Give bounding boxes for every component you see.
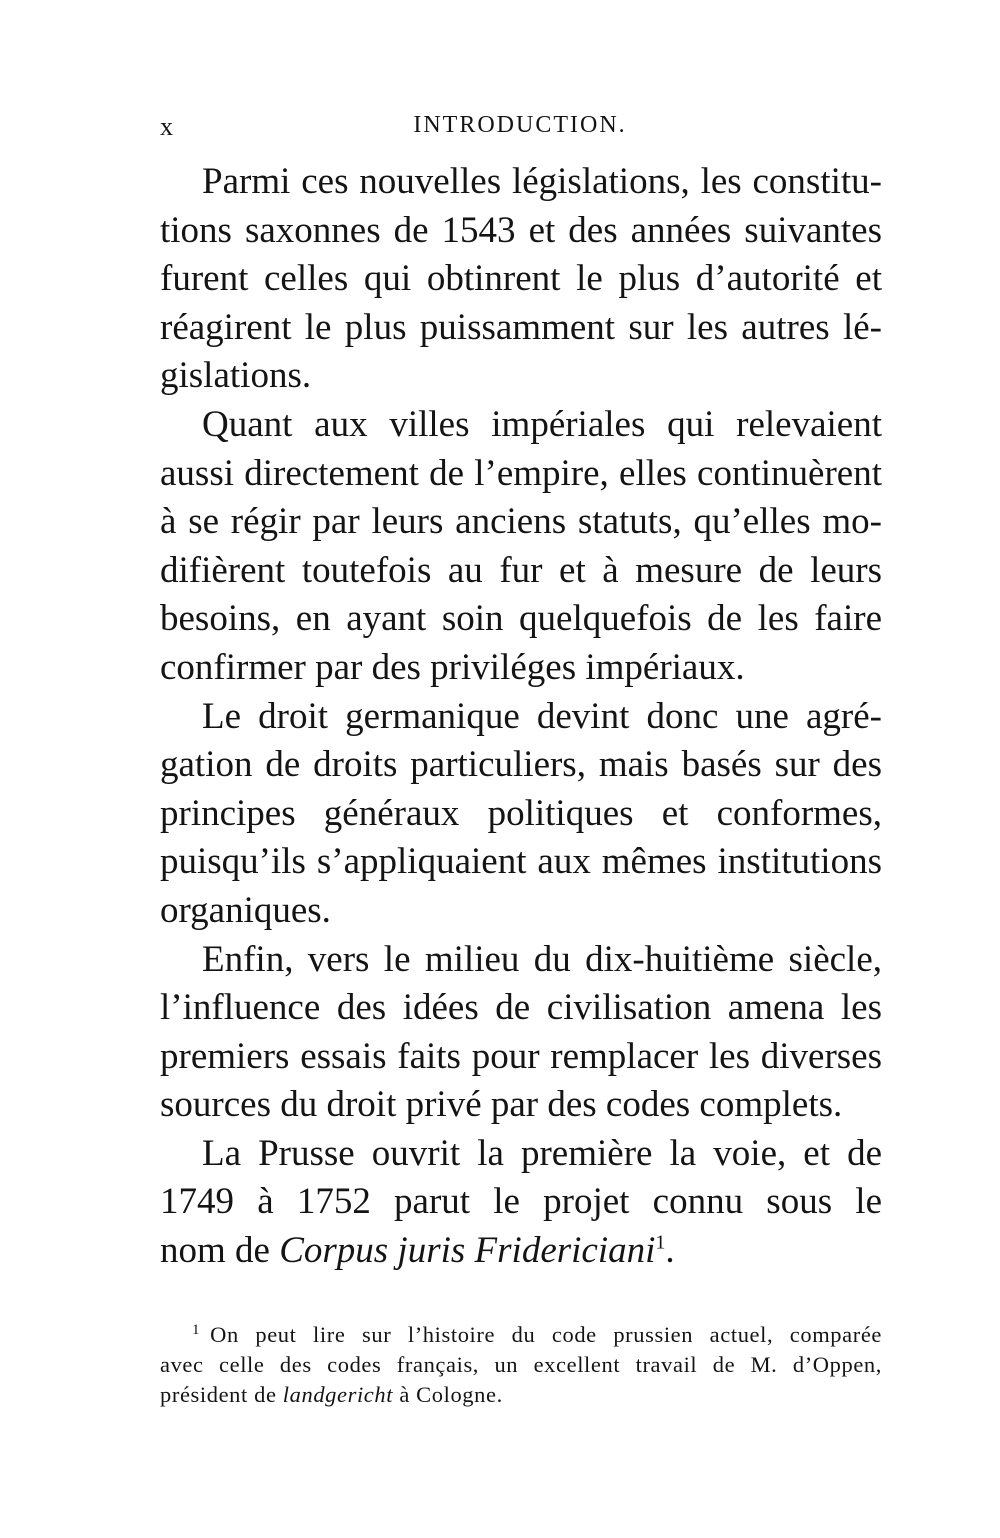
text-line: premiers essais faits pour remplacer les diverses (160, 1035, 882, 1077)
text-fragment: nom de (160, 1230, 280, 1272)
footnote-text: à Cologne. (393, 1382, 503, 1407)
footnote-line (160, 1380, 882, 1410)
text-line: organiques. (160, 889, 331, 931)
footnote-italic: landgericht (282, 1382, 394, 1407)
body-text (160, 158, 882, 1276)
paragraph (160, 158, 882, 401)
text-line: Quant aux villes impériales qui relevaient (202, 403, 882, 445)
text-line (160, 1227, 882, 1276)
italic-title: Corpus juris Fridericiani (279, 1230, 656, 1272)
text-line: tions saxonnes de 1543 et des années suivantes (160, 209, 882, 251)
text-line: furent celles qui obtinrent le plus d’autorité et (160, 258, 882, 300)
footnote (160, 1320, 882, 1410)
text-line: aussi directement de l’empire, elles continuèrent (160, 452, 882, 494)
text-line: Enfin, vers le milieu du dix-huitième siècle, (202, 938, 882, 980)
text-line: gation de droits particuliers, mais basés sur des (160, 744, 882, 786)
paragraph (160, 693, 882, 936)
text-line: puisqu’ils s’appliquaient aux mêmes institutions (160, 841, 882, 883)
text-line: Parmi ces nouvelles législations, les constitu- (202, 161, 882, 202)
text-line: à se régir par leurs anciens statuts, qu’elles mo- (160, 501, 882, 543)
footnote-reference[interactable]: 1 (655, 1231, 666, 1254)
footnote-text: On peut lire sur l’histoire du code prussien actuel, comparée (210, 1322, 882, 1347)
paragraph (160, 936, 882, 1130)
text-line: réagirent le plus puissamment sur les autres lé- (160, 306, 882, 348)
paragraph (160, 401, 882, 693)
text-line: l’influence des idées de civilisation amena les (160, 987, 882, 1029)
text-line: besoins, en ayant soin quelquefois de les faire (160, 598, 882, 640)
footnote-line: avec celle des codes français, un excellent travail de M. d’Oppen, (160, 1352, 882, 1377)
text-fragment: . (665, 1230, 675, 1272)
footnote-text: président de (160, 1382, 283, 1407)
text-line: gislations. (160, 355, 312, 397)
text-line: Le droit germanique devint donc une agré- (202, 695, 882, 737)
page-number: x (160, 112, 174, 141)
text-line: sources du droit privé par des codes complets. (160, 1084, 843, 1126)
paragraph (160, 1130, 882, 1276)
text-line: confirmer par des priviléges impériaux. (160, 646, 745, 688)
text-line: La Prusse ouvrit la première la voie, et de (202, 1132, 882, 1174)
page-header (160, 112, 880, 148)
text-line: principes généraux politiques et conformes, (160, 792, 882, 834)
footnote-line (160, 1320, 882, 1350)
text-line: 1749 à 1752 parut le projet connu sous le (160, 1181, 882, 1223)
text-line: difièrent toutefois au fur et à mesure de leurs (160, 549, 882, 591)
footnote-mark: 1 (192, 1321, 201, 1338)
running-title: INTRODUCTION. (413, 112, 627, 138)
